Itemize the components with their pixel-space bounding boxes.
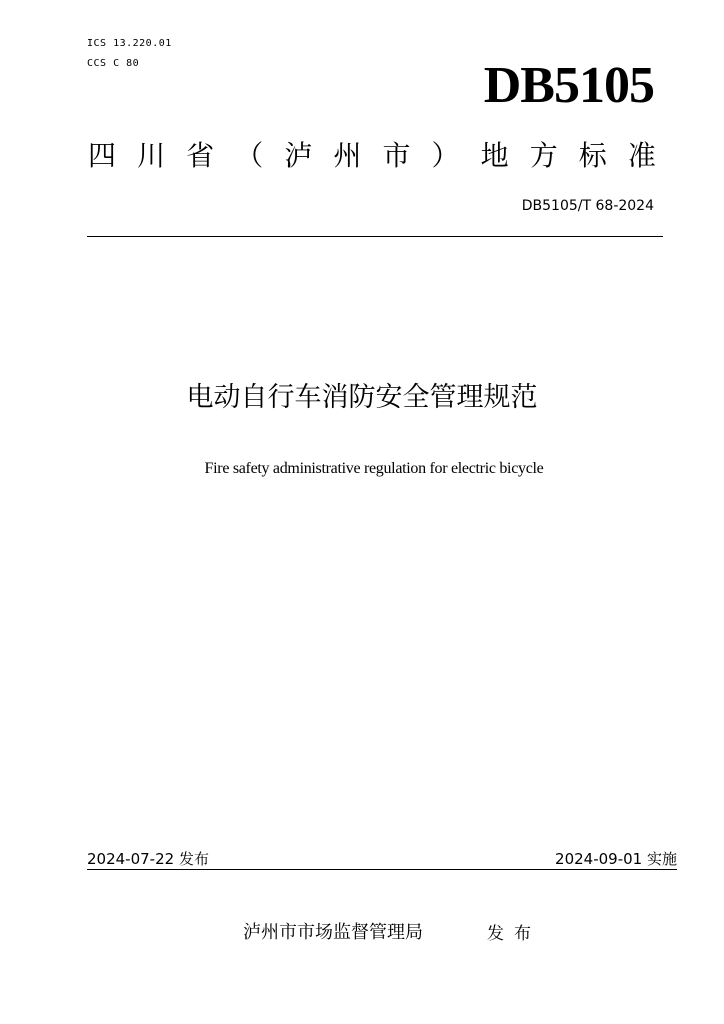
publish-label: 发布 <box>487 924 541 944</box>
standard-category-char: ） <box>431 139 460 172</box>
footer-divider <box>87 869 677 870</box>
standard-category-char: 泸 <box>284 139 313 172</box>
issue-date: 2024-07-22 发布 <box>87 850 209 868</box>
standard-number: DB5105/T 68-2024 <box>521 198 654 214</box>
issuing-authority: 泸州市市场监督管理局 <box>243 922 423 943</box>
standard-category-char: 州 <box>333 139 362 172</box>
header-divider <box>87 236 663 237</box>
standard-category-char: 市 <box>382 139 411 172</box>
document-title-english: Fire safety administrative regulation for electric bicycle <box>204 460 544 477</box>
document-title-chinese: 电动自行车消防安全管理规范 <box>186 382 538 413</box>
standard-code: DB5105 <box>483 57 654 114</box>
ccs-code: CCS C 80 <box>87 58 140 69</box>
standard-category-char: 方 <box>529 139 558 172</box>
standard-category-char: 川 <box>137 139 166 172</box>
ics-code: ICS 13.220.01 <box>87 38 172 49</box>
standard-category-char: （ <box>235 139 264 172</box>
standard-category-char: 标 <box>578 139 607 172</box>
standard-category-char: 地 <box>480 139 509 172</box>
standard-category-char: 准 <box>627 139 656 172</box>
standard-category-title <box>88 138 656 174</box>
standard-category-char: 四 <box>88 139 117 172</box>
implementation-date: 2024-09-01 实施 <box>555 850 677 868</box>
standard-category-char: 省 <box>186 139 215 172</box>
